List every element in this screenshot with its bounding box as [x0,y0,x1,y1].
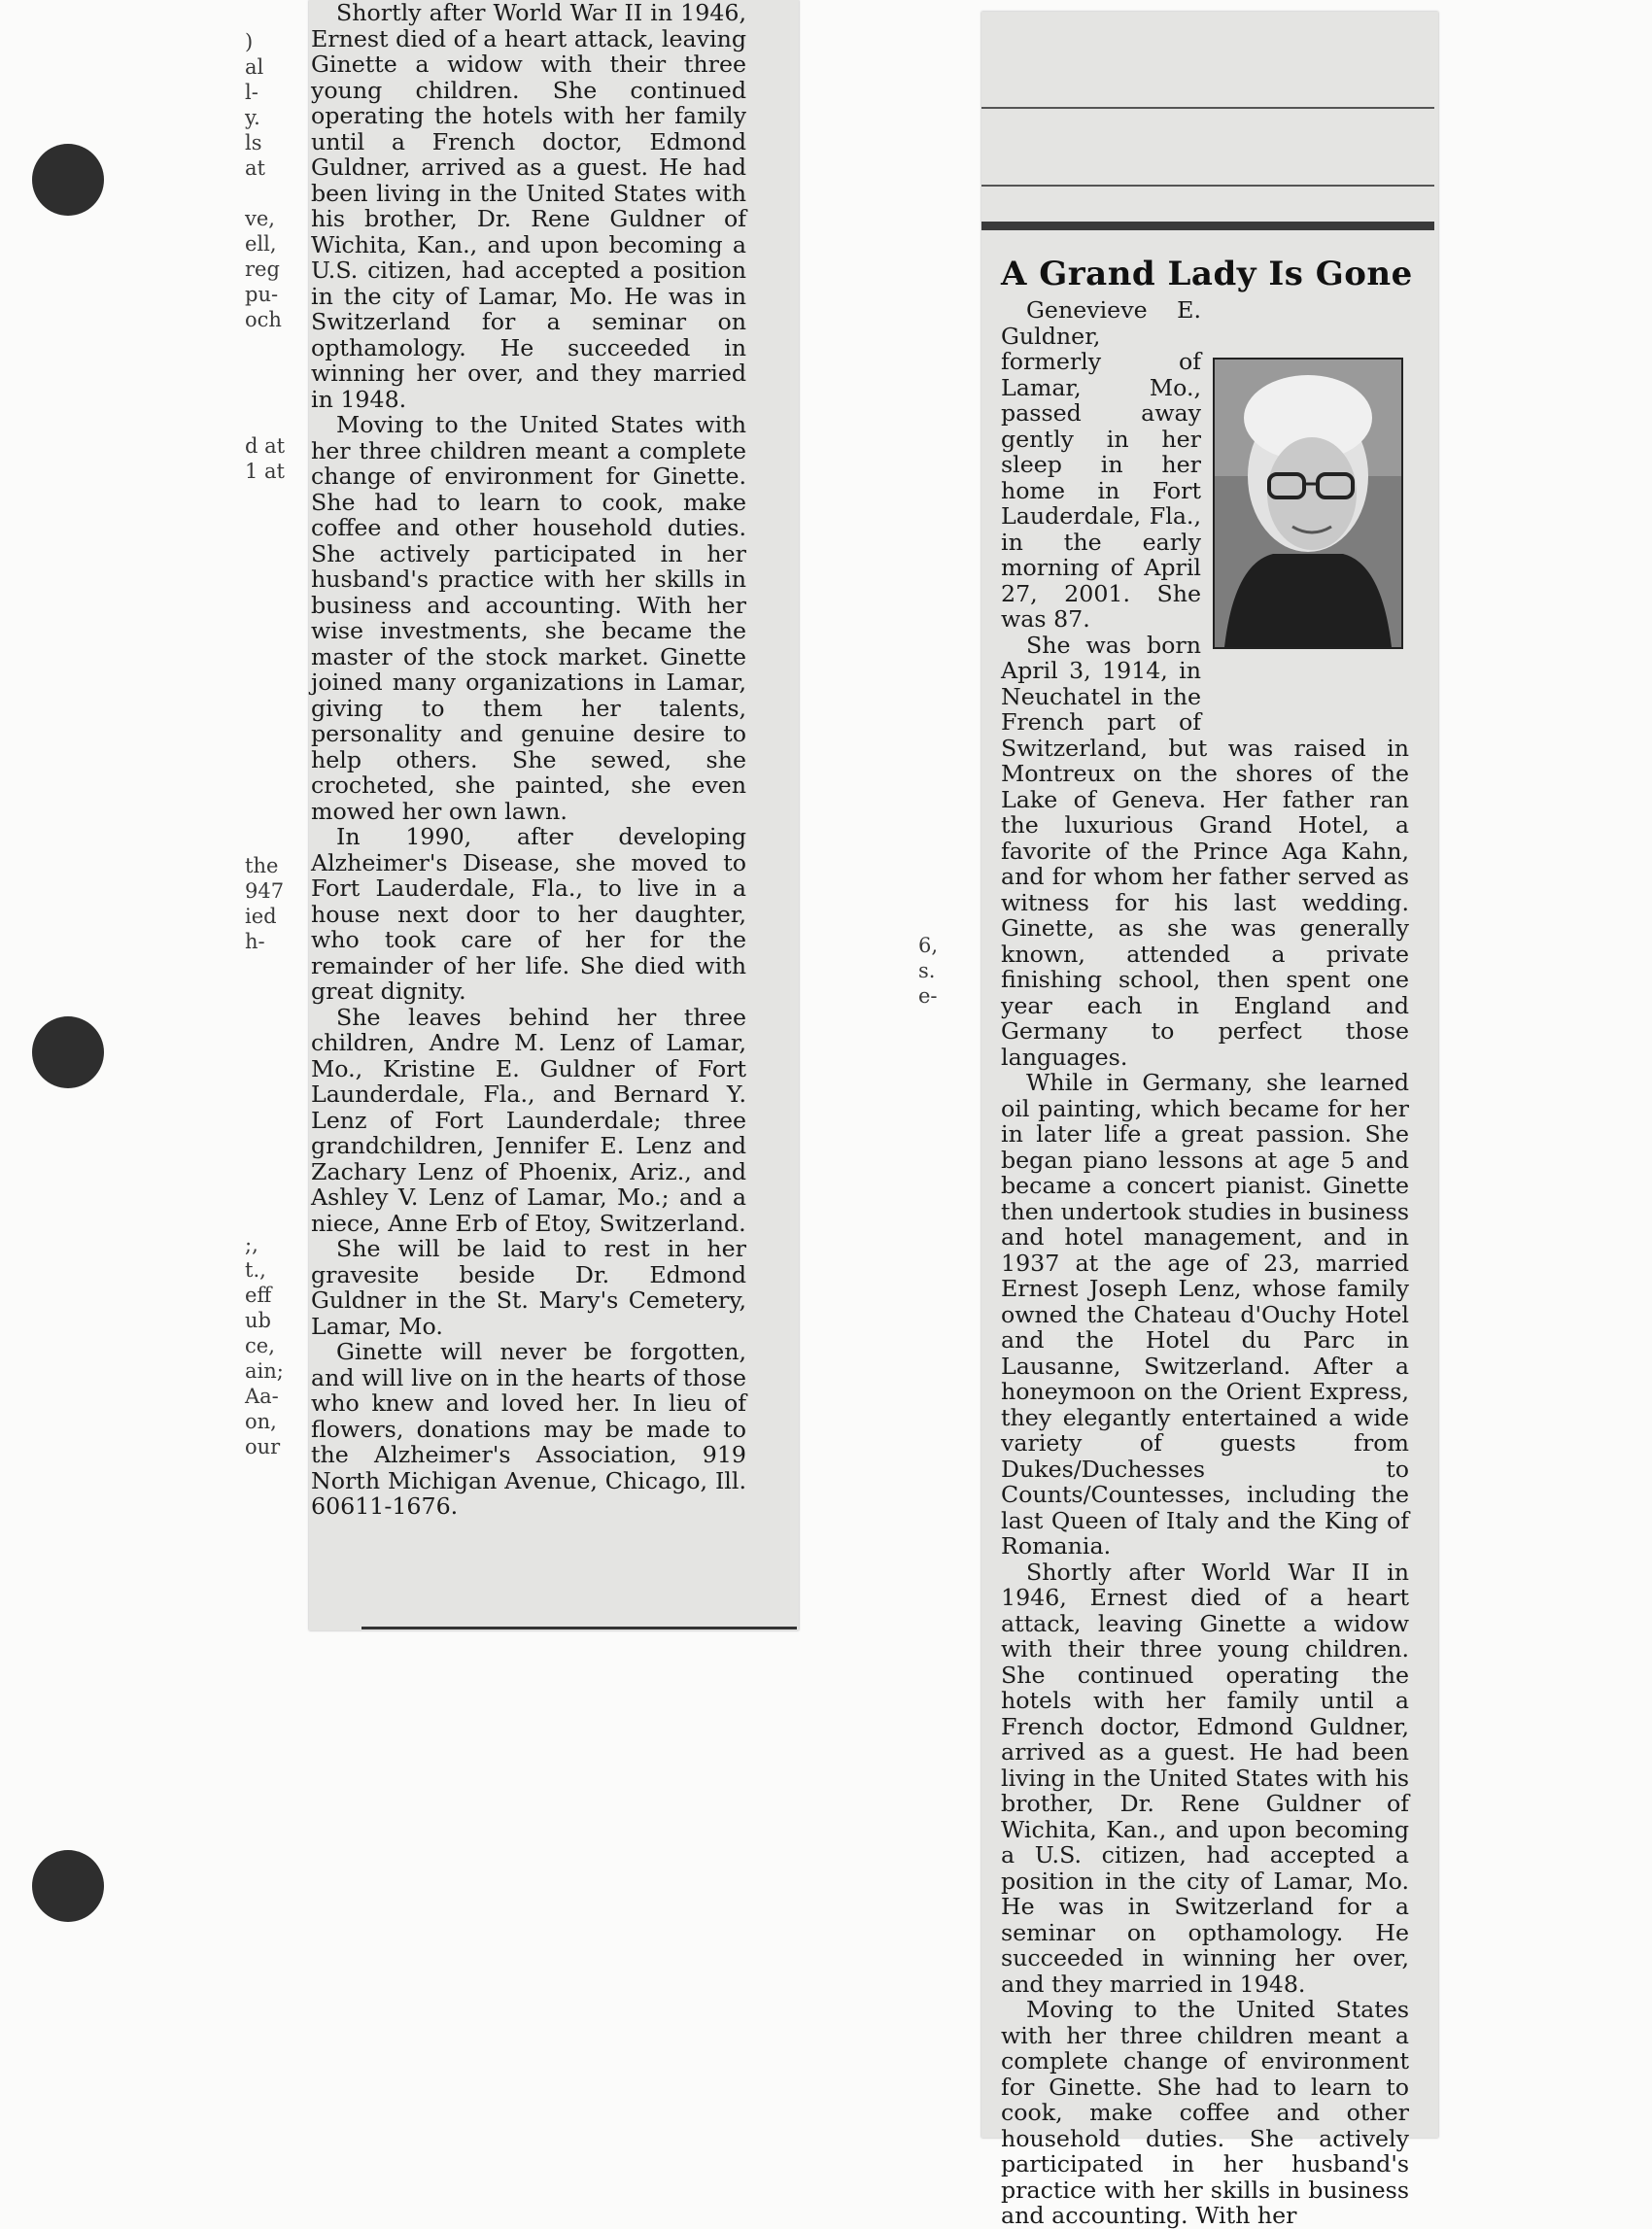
right-article-body [1001,297,1409,2229]
left-article-body [311,0,746,1520]
left-paragraph: She will be laid to rest in her gravesite beside Dr. Edmond Guldner in the St. Mary's Cemetery, Lamar, Mo. [311,1235,746,1340]
right-paragraph: While in Germany, she learned oil painting, which became for her in later life a great passion. She began piano lessons at age 5 and became a concert pianist. Ginette then undertook studies in business and hotel management, and in 1937 at the age of 23, married Ernest Joseph Lenz, whose family owned the Chateau d'Ouchy Hotel and the Hotel du Parc in Lausanne, Switzerland. After a honeymoon on the Orient Express, they elegantly entertained a wide variety of guests from Dukes/Duchesses to Counts/Countesses, including the last Queen of Italy and the King of Romania. [1001,1069,1409,1560]
top-rule-1 [981,107,1434,109]
margin-fragment-right: 6, s. e- [918,934,939,1008]
right-paragraph: She was born April 3, 1914, in Neuchatel in the French part of Switzerland, but was raised in Montreux on the shores of the Lake of Geneva. Her father ran the luxurious Grand Hotel, a favorite of the Prince Aga Kahn, and for whom her father served as witness for his last wedding. Ginette, as she was generally known, attended a private finishing school, then spent one year each in England and Germany to perfect those languages. [1001,631,1409,1071]
punch-hole-top [32,144,104,216]
headline: A Grand Lady Is Gone [1001,255,1413,293]
left-paragraph: Ginette will never be forgotten, and will live on in the hearts of those who knew and loved her. In lieu of flowers, donations may be made to the Alzheimer's Association, 919 North Michigan Avenue, Chicago, Ill. 60611-1676. [311,1338,746,1520]
left-paragraph: Shortly after World War II in 1946, Ernest died of a heart attack, leaving Ginette a widow with their three young children. She continued operating the hotels with her family until a French doctor, Edmond Guldner, arrived as a guest. He had been living in the United States with his brother, Dr. Rene Guldner of Wichita, Kan., and upon becoming a U.S. citizen, had accepted a position in the city of Lamar, Mo. He was in Switzerland for a seminar on opthamology. He succeeded in winning her over, and they married in 1948. [311,0,746,413]
top-rule-2 [981,185,1434,187]
heavy-rule [981,222,1434,230]
left-paragraph: In 1990, after developing Alzheimer's Disease, she moved to Fort Lauderdale, Fla., to live in a house next door to her daughter, who took care of her for the remainder of her life. She died with great dignity. [311,823,746,1005]
punch-hole-middle [32,1016,104,1088]
right-paragraph: Genevieve E. Guldner, formerly of Lamar, Mo., passed away gently in her sleep in her home in Fort Lauderdale, Fla., in the early morning of April 27, 2001. She was 87. [1001,296,1201,633]
left-bottom-rule [361,1627,797,1629]
left-paragraph: She leaves behind her three children, Andre M. Lenz of Lamar, Mo., Kristine E. Guldner of Fort Launderdale, Fla., and Bernard Y. Lenz of Fort Launderdale; three grandchildren, Jennifer E. Lenz and Zachary Lenz of Phoenix, Ariz., and Ashley V. Lenz of Lamar, Mo.; and a niece, Anne Erb of Etoy, Switzerland. [311,1003,746,1237]
right-paragraph: Shortly after World War II in 1946, Ernest died of a heart attack, leaving Ginette a widow with their three young children. She continued operating the hotels with her family until a French doctor, Edmond Guldner, arrived as a guest. He had been living in the United States with his brother, Dr. Rene Guldner of Wichita, Kan., and upon becoming a U.S. citizen, had accepted a position in the city of Lamar, Mo. He was in Switzerland for a seminar on opthamology. He succeeded in winning her over, and they married in 1948. [1001,1558,1409,1998]
photo-wrap-spacer [1201,358,1409,719]
punch-hole-bottom [32,1850,104,1922]
margin-fragment-left-lower: the 947 ied h- ;, t., eff ub ce, ain; Aa- on, our [245,854,285,1458]
margin-fragment-left: ) al l- y. ls at ve, ell, reg pu- och d at 1 at [245,30,286,483]
right-paragraph: Moving to the United States with her three children meant a complete change of environment for Ginette. She had to learn to cook, make coffee and other household duties. She actively participated in her husband's practice with her skills in business and accounting. With her [1001,1996,1409,2229]
left-paragraph: Moving to the United States with her three children meant a complete change of environment for Ginette. She had to learn to cook, make coffee and other household duties. She actively participated in her husband's practice with her skills in business and accounting. With her wise investments, she became the master of the stock market. Ginette joined many organizations in Lamar, giving to them her talents, personality and genuine desire to help others. She sewed, she crocheted, she painted, she even mowed her own lawn. [311,411,746,825]
